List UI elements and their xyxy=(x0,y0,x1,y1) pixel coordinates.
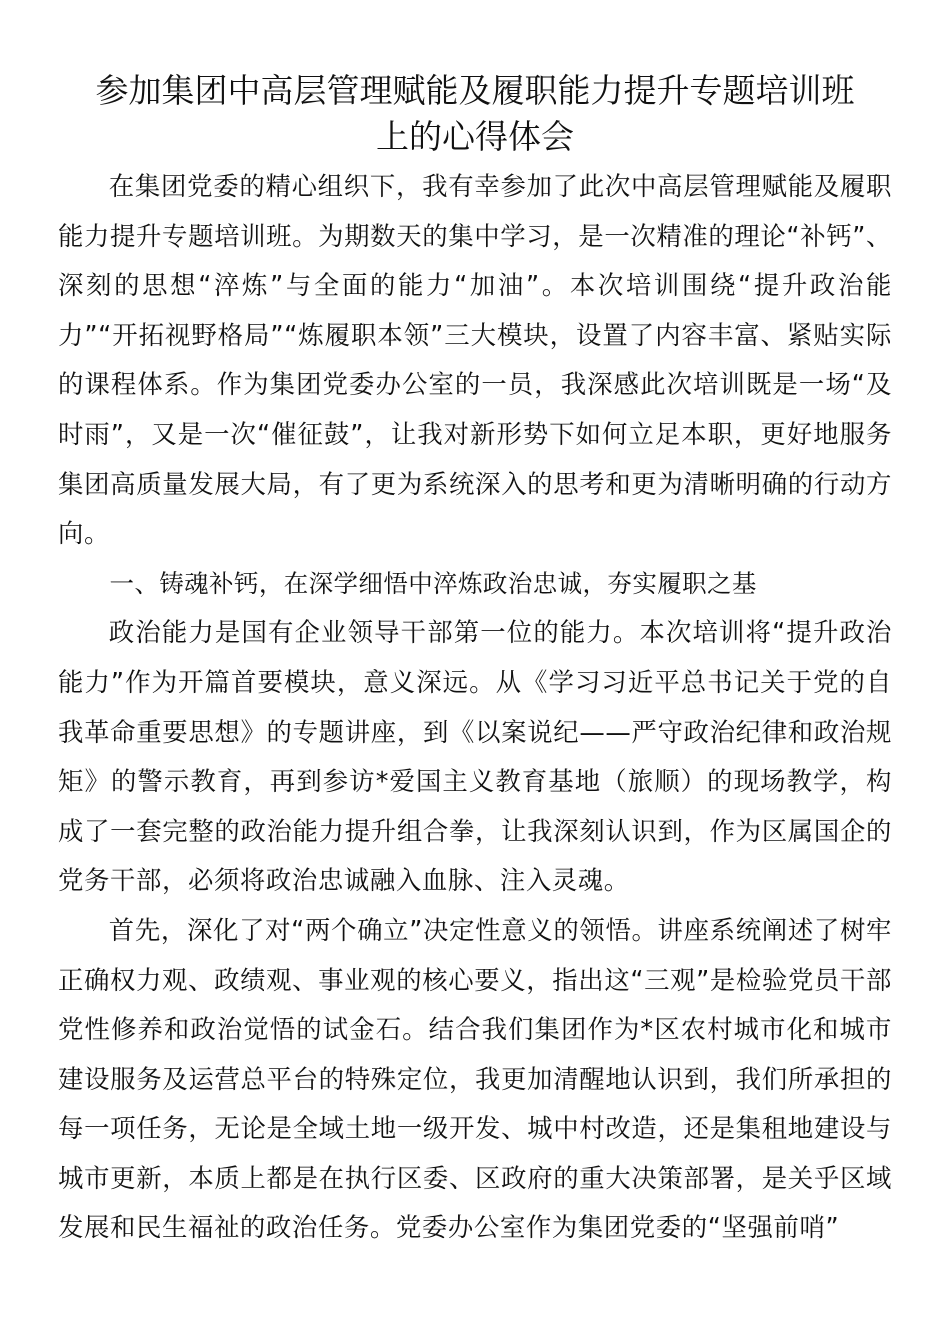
intro-paragraph: 在集团党委的精心组织下，我有幸参加了此次中高层管理赋能及履职能力提升专题培训班。为期数天的集中学习，是一次精准的理论“补钙”、深刻的思想“淬炼”与全面的能力“加油”。本次培训围绕“提升政治能力”“开拓视野格局”“炼履职本领”三大模块，设置了内容丰富、紧贴实际的课程体系。作为集团党委办公室的一员，我深感此次培训既是一场“及时雨”，又是一次“催征鼓”，让我对新形势下如何立足本职，更好地服务集团高质量发展大局，有了更为系统深入的思考和更为清晰明确的行动方向。 xyxy=(58,171,892,549)
body-paragraph: 首先，深化了对“两个确立”决定性意义的领悟。讲座系统阐述了树牢正确权力观、政绩观、事业观的核心要义，指出这“三观”是检验党员干部党性修养和政治觉悟的试金石。结合我们集团作为*区农村城市化和城市建设服务及运营总平台的特殊定位，我更加清醒地认识到，我们所承担的每一项任务，无论是全域土地一级开发、城中村改造，还是集租地建设与城市更新，本质上都是在执行区委、区政府的重大决策部署，是关乎区域发展和民生福祉的政治任务。党委办公室作为集团党委的“坚强前哨” xyxy=(58,914,892,1243)
document-body xyxy=(58,162,892,1253)
body-paragraph: 政治能力是国有企业领导干部第一位的能力。本次培训将“提升政治能力”作为开篇首要模块，意义深远。从《学习习近平总书记关于党的自我革命重要思想》的专题讲座，到《以案说纪——严守政治纪律和政治规矩》的警示教育，再到参访*爱国主义教育基地（旅顺）的现场教学，构成了一套完整的政治能力提升组合拳，让我深刻认识到，作为区属国企的党务干部，必须将政治忠诚融入血脉、注入灵魂。 xyxy=(58,617,892,896)
section-heading-1: 一、铸魂补钙，在深学细悟中淬炼政治忠诚，夯实履职之基 xyxy=(109,568,757,598)
title-line-2: 上的心得体会 xyxy=(376,117,574,156)
title-line-1: 参加集团中高层管理赋能及履职能力提升专题培训班 xyxy=(95,71,855,110)
document-page xyxy=(58,68,892,1253)
document-title xyxy=(58,68,892,160)
